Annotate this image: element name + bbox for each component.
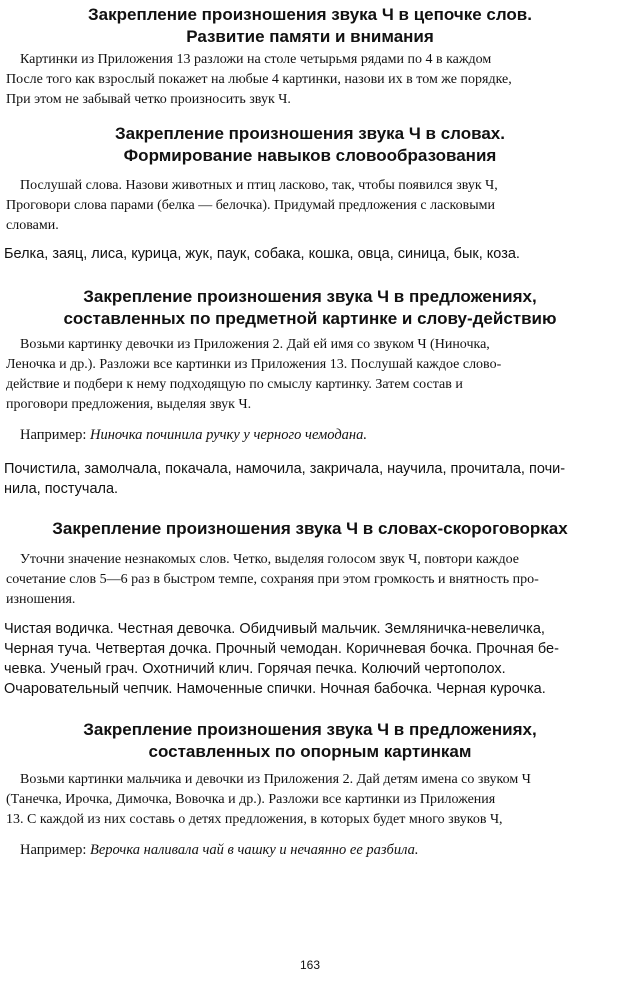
- word-list-line: нила, постучала.: [4, 481, 119, 497]
- page-number: 163: [299, 958, 321, 972]
- example-label: Например:: [20, 842, 87, 858]
- paragraph-line: (Танечка, Ирочка, Димочка, Вовочка и др.). Разложи все картинки из Приложения: [6, 792, 496, 807]
- section-heading: [0, 123, 620, 167]
- section-paragraph: [0, 176, 620, 236]
- heading-line: Закрепление произношения звука Ч в цепочке слов.: [88, 5, 532, 24]
- paragraph-line: изношения.: [6, 592, 76, 607]
- heading-line: Закрепление произношения звука Ч в предложениях,: [83, 720, 537, 739]
- word-list-line: Чистая водичка. Честная девочка. Обидчивый мальчик. Земляничка-невеличка,: [4, 621, 545, 637]
- heading-line: Формирование навыков словообразования: [123, 146, 497, 165]
- word-list-line: Белка, заяц, лиса, курица, жук, паук, собака, кошка, овца, синица, бык, коза.: [4, 246, 520, 262]
- section-paragraph: [0, 550, 620, 610]
- example-sentence: [0, 840, 620, 860]
- example-text: Ниночка починила ручку у черного чемодана.: [90, 427, 367, 443]
- paragraph-line: Уточни значение незнакомых слов. Четко, выделяя голосом звук Ч, повтори каждое: [20, 552, 519, 567]
- paragraph-line: 13. С каждой из них составь о детях предложения, в которых будет много звуков Ч,: [6, 812, 503, 827]
- heading-line: Закрепление произношения звука Ч в предложениях,: [83, 287, 537, 306]
- section-heading: [0, 286, 620, 330]
- word-list-line: Почистила, замолчала, покачала, намочила, закричала, научила, прочитала, почи-: [4, 461, 566, 477]
- word-list-line: чевка. Ученый грач. Охотничий клич. Горячая печка. Колючий чертополох.: [4, 661, 506, 677]
- section-paragraph: [0, 50, 620, 110]
- paragraph-line: После того как взрослый покажет на любые 4 картинки, назови их в том же порядке,: [6, 72, 512, 87]
- paragraph-line: Картинки из Приложения 13 разложи на столе четырьмя рядами по 4 в каждом: [20, 52, 492, 67]
- heading-line: Закрепление произношения звука Ч в словах.: [115, 124, 505, 143]
- example-label: Например:: [20, 427, 87, 443]
- paragraph-line: Возьми картинку девочки из Приложения 2. Дай ей имя со звуком Ч (Ниночка,: [20, 337, 490, 352]
- section-paragraph: [0, 335, 620, 415]
- heading-line: составленных по предметной картинке и слову-действию: [63, 309, 557, 328]
- paragraph-line: Леночка и др.). Разложи все картинки из Приложения 13. Послушай каждое слово-: [6, 357, 502, 372]
- example-sentence: [0, 425, 620, 445]
- heading-line: Закрепление произношения звука Ч в словах-скороговорках: [52, 519, 568, 538]
- paragraph-line: Возьми картинки мальчика и девочки из Приложения 2. Дай детям имена со звуком Ч: [20, 772, 531, 787]
- word-list: [0, 244, 620, 264]
- section-heading: [0, 518, 620, 540]
- paragraph-line: действие и подбери к нему подходящую по смыслу картинку. Затем состав и: [6, 377, 463, 392]
- paragraph-line: При этом не забывай четко произносить звук Ч.: [6, 92, 291, 107]
- paragraph-line: Проговори слова парами (белка — белочка). Придумай предложения с ласковыми: [6, 198, 496, 213]
- paragraph-line: Послушай слова. Назови животных и птиц ласково, так, чтобы появился звук Ч,: [20, 178, 498, 193]
- paragraph-line: словами.: [6, 218, 59, 233]
- word-list: [0, 459, 620, 499]
- word-list-line: Черная туча. Четвертая дочка. Прочный чемодан. Коричневая бочка. Прочная бе-: [4, 641, 559, 657]
- heading-line: Развитие памяти и внимания: [186, 27, 434, 46]
- section-paragraph: [0, 770, 620, 830]
- word-list: [0, 619, 620, 699]
- section-heading: [0, 4, 620, 48]
- example-text: Верочка наливала чай в чашку и нечаянно ее разбила.: [90, 842, 419, 858]
- word-list-line: Очаровательный чепчик. Намоченные спички. Ночная бабочка. Черная курочка.: [4, 681, 546, 697]
- heading-line: составленных по опорным картинкам: [148, 742, 472, 761]
- paragraph-line: сочетание слов 5—6 раз в быстром темпе, сохраняя при этом громкость и внятность про-: [6, 572, 539, 587]
- section-heading: [0, 719, 620, 763]
- paragraph-line: проговори предложения, выделяя звук Ч.: [6, 397, 252, 412]
